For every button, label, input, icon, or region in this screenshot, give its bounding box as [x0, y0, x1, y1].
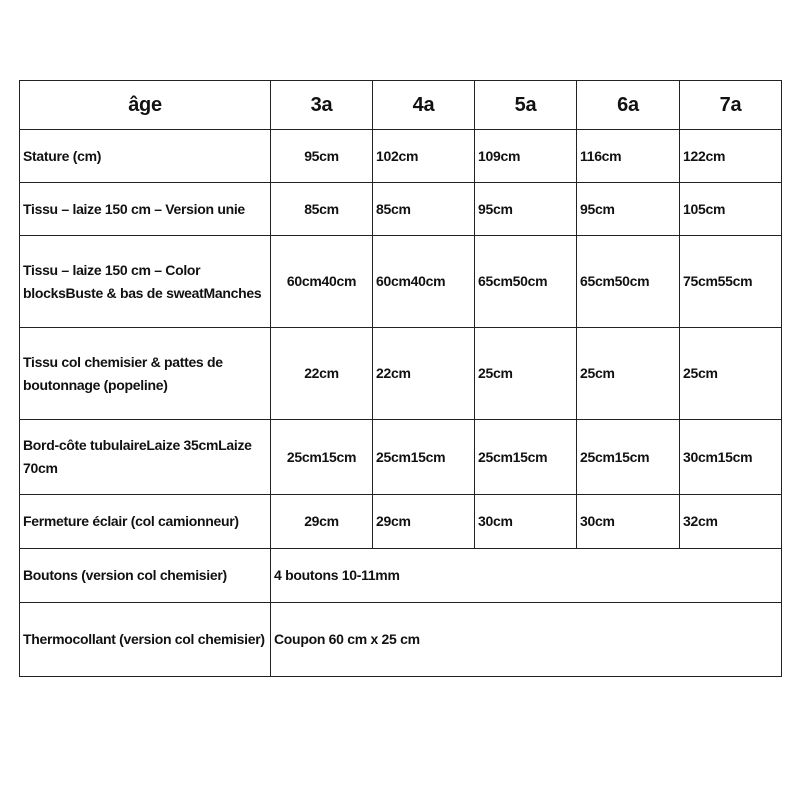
table-cell: 60cm40cm — [373, 236, 475, 328]
table-cell: 29cm — [373, 495, 475, 549]
row-label: Boutons (version col chemisier) — [20, 549, 271, 603]
table-cell: 25cm15cm — [577, 420, 680, 495]
size-table — [19, 80, 782, 677]
table-cell: 105cm — [680, 183, 782, 236]
table-cell: 25cm — [680, 328, 782, 420]
table-row-tissu-col — [20, 328, 782, 420]
table-cell: 30cm15cm — [680, 420, 782, 495]
table-cell: 102cm — [373, 130, 475, 183]
table-cell: 32cm — [680, 495, 782, 549]
table-cell: 95cm — [577, 183, 680, 236]
header-row — [20, 81, 782, 130]
table-cell: 95cm — [271, 130, 373, 183]
table-cell: 22cm — [271, 328, 373, 420]
table-cell-span: Coupon 60 cm x 25 cm — [271, 603, 782, 677]
table-cell: 25cm15cm — [475, 420, 577, 495]
size-table-container — [19, 80, 781, 677]
table-cell: 22cm — [373, 328, 475, 420]
table-row-boutons — [20, 549, 782, 603]
row-label: Tissu – laize 150 cm – Version unie — [20, 183, 271, 236]
row-label: Bord-côte tubulaireLaize 35cmLaize 70cm — [20, 420, 271, 495]
table-cell: 25cm — [475, 328, 577, 420]
table-cell: 95cm — [475, 183, 577, 236]
table-row-tissu-color-blocks — [20, 236, 782, 328]
table-cell: 85cm — [271, 183, 373, 236]
header-4a: 4a — [373, 81, 475, 130]
table-cell: 116cm — [577, 130, 680, 183]
table-cell: 109cm — [475, 130, 577, 183]
table-cell: 75cm55cm — [680, 236, 782, 328]
header-7a: 7a — [680, 81, 782, 130]
header-3a: 3a — [271, 81, 373, 130]
table-cell: 85cm — [373, 183, 475, 236]
header-5a: 5a — [475, 81, 577, 130]
row-label: Stature (cm) — [20, 130, 271, 183]
table-cell: 30cm — [475, 495, 577, 549]
table-cell: 25cm — [577, 328, 680, 420]
table-cell: 122cm — [680, 130, 782, 183]
table-cell: 29cm — [271, 495, 373, 549]
table-row-fermeture — [20, 495, 782, 549]
row-label: Tissu col chemisier & pattes de boutonnage (popeline) — [20, 328, 271, 420]
table-row-bord-cote — [20, 420, 782, 495]
table-cell: 25cm15cm — [373, 420, 475, 495]
table-cell: 65cm50cm — [577, 236, 680, 328]
table-cell-span: 4 boutons 10-11mm — [271, 549, 782, 603]
header-6a: 6a — [577, 81, 680, 130]
row-label: Thermocollant (version col chemisier) — [20, 603, 271, 677]
table-row-tissu-unie — [20, 183, 782, 236]
table-cell: 25cm15cm — [271, 420, 373, 495]
row-label: Fermeture éclair (col camionneur) — [20, 495, 271, 549]
header-age: âge — [20, 81, 271, 130]
row-label: Tissu – laize 150 cm – Color blocksBuste & bas de sweatManches — [20, 236, 271, 328]
table-cell: 30cm — [577, 495, 680, 549]
table-cell: 60cm40cm — [271, 236, 373, 328]
table-row-stature — [20, 130, 782, 183]
table-row-thermocollant — [20, 603, 782, 677]
table-cell: 65cm50cm — [475, 236, 577, 328]
